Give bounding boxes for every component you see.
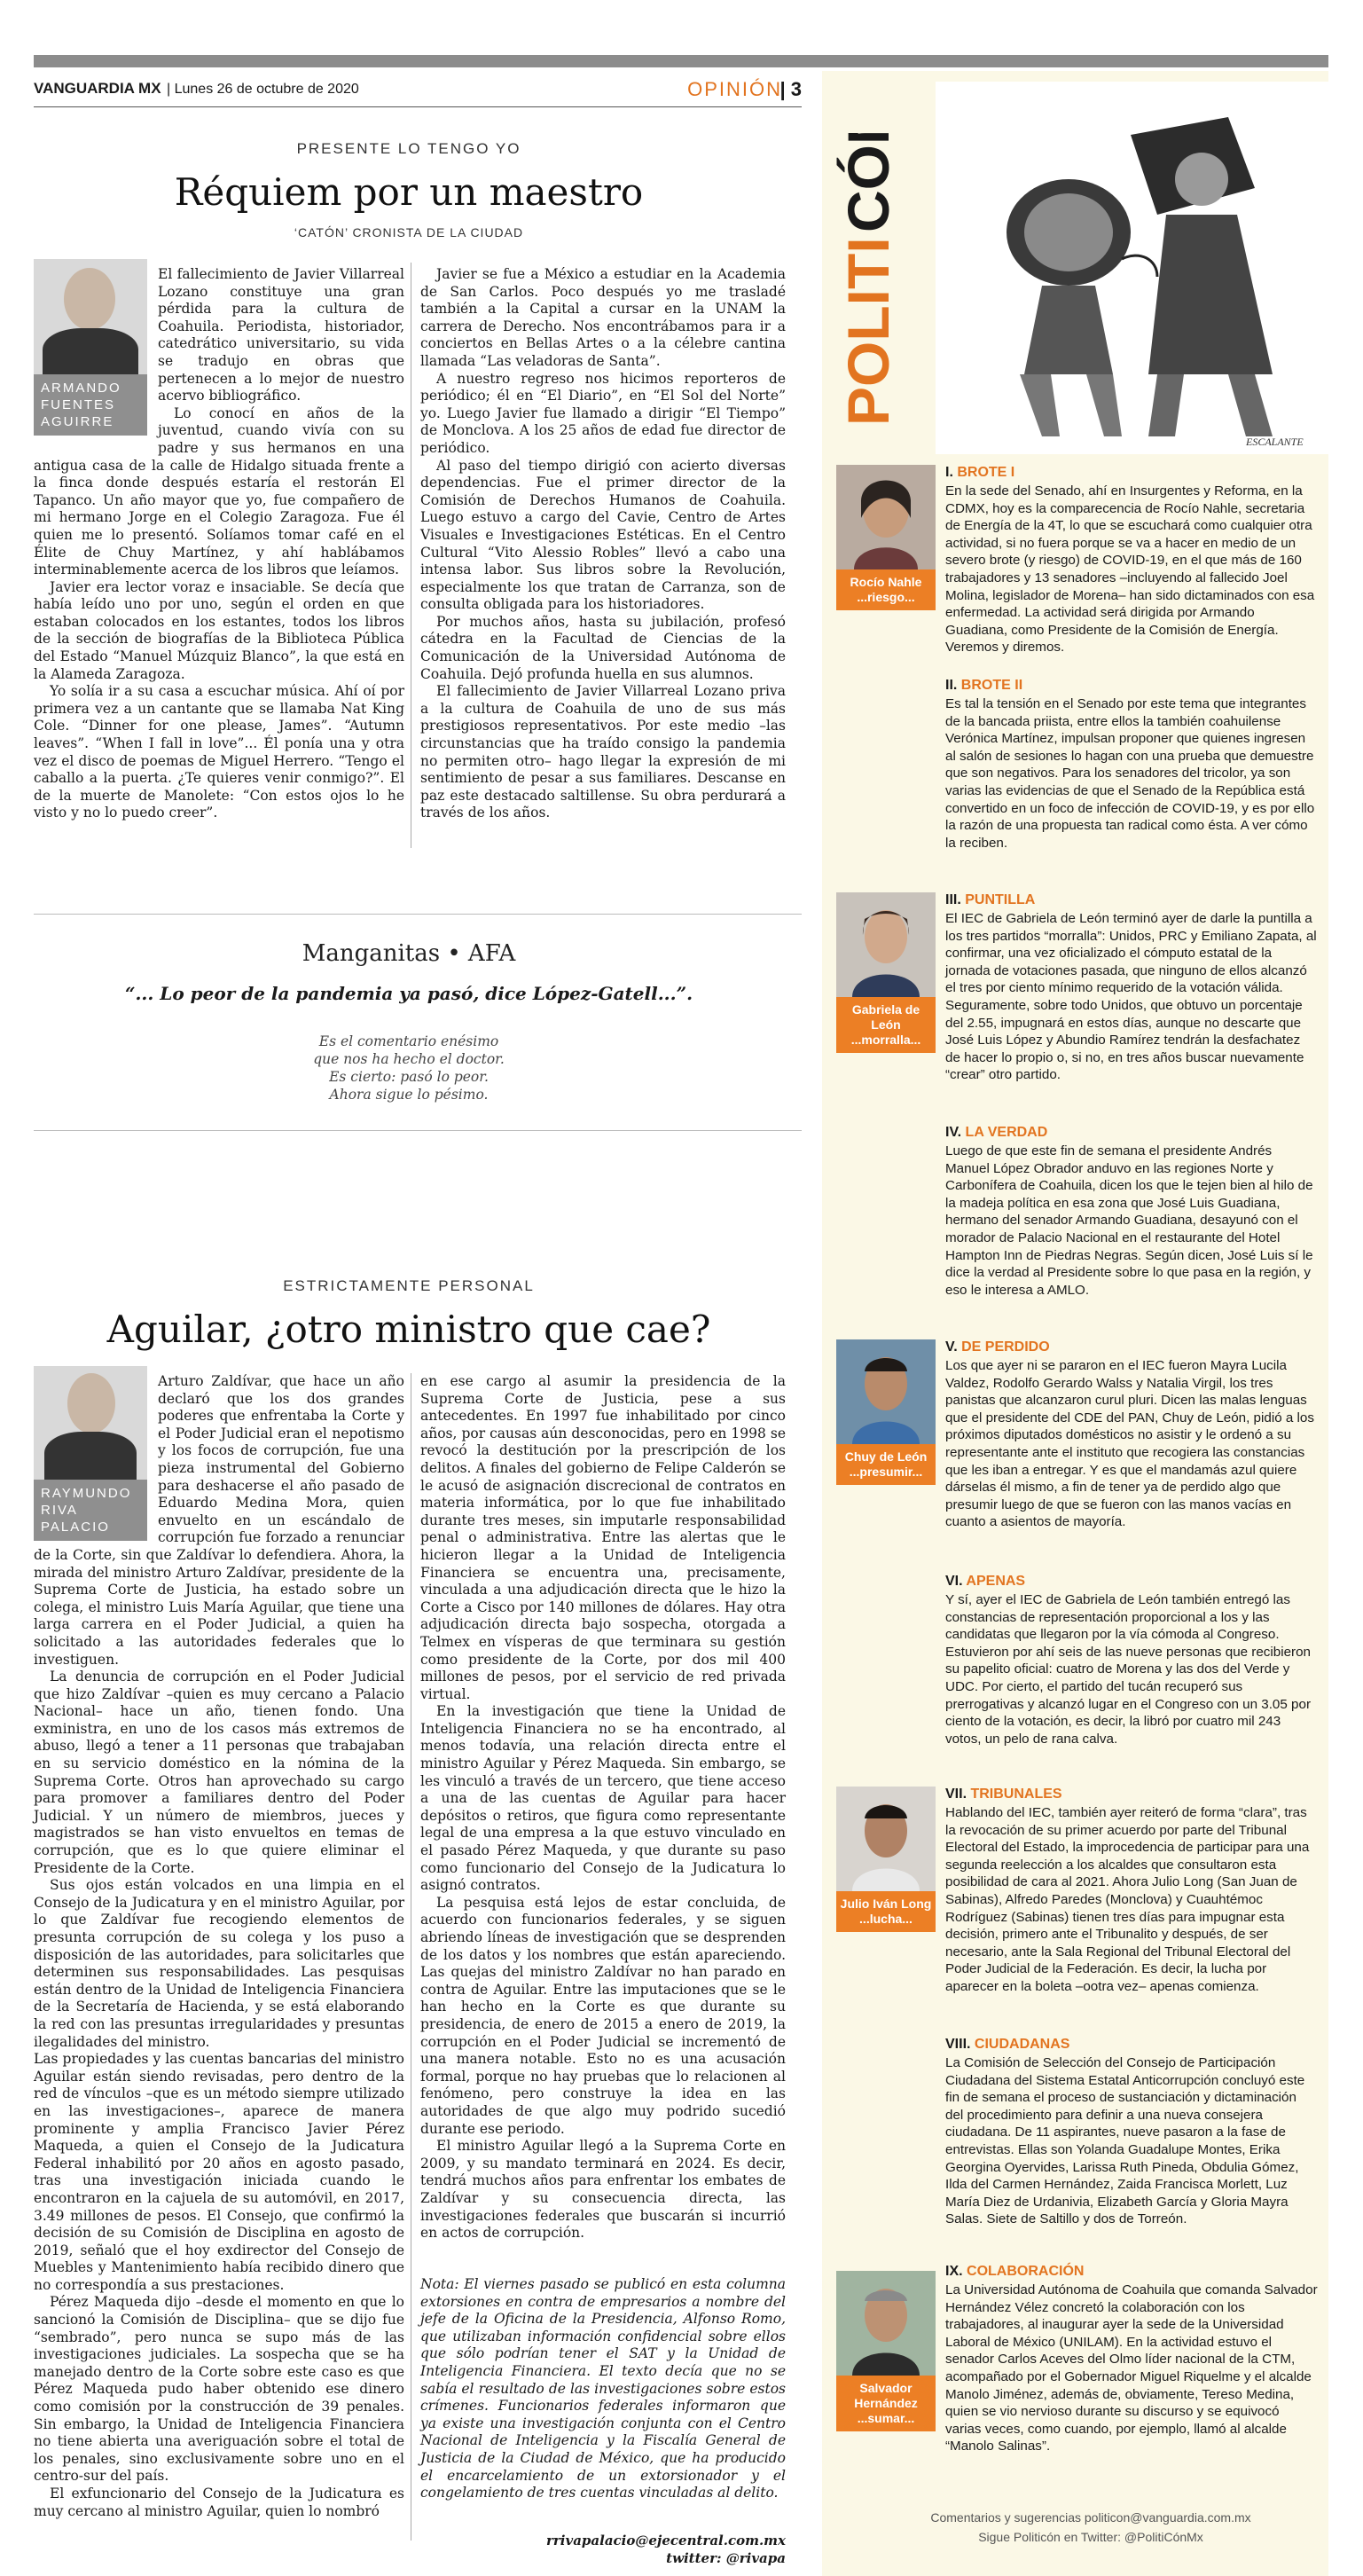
title-part1: POLITI [835,237,901,426]
paragraph: El ministro Aguilar llegó a la Suprema Corte en 2009, y su mandato terminará en 2024. Es decir, tendrá muchos años para enfrentar los embates de Zaldívar y su consecuencia directa, las investigaciones federales que buscarán si incurrió en actos de corrupción. [420,2138,786,2242]
paragraph: Pérez Maqueda dijo –desde el momento en que lo sancionó la Comisión de Disciplina– que se dijo fue “sembrado”, pero nunca se supo más de las investigaciones judiciales. La sospecha que se ha manejado dentro de la Corte sobre este caso es que Pérez Maqueda pudo haber obtenido ese dinero como comisión por la construcción de 39 penales. Sin embargo, la Unidad de Inteligencia Financiera no tiene abierta una averiguación sobre el total de los penales, sino exclusivamente sobre uno en el centro-sur del país. [34,2294,404,2485]
author-twitter[interactable]: twitter: @rivapa [666,2550,786,2566]
item-heading: V. DE PERDIDO [945,1339,1050,1355]
item-text: La Universidad Autónoma de Coahuila que comanda Salvador Hernández Vélez concretó la colaboración con los trabajadores, al inaugurar ayer la sede de la Universidad Laboral de México (UNILAM). En la actividad estuvo el senador Carlos Aceves del Olmo líder nacional de la CTM, acompañado por el Gobernador Miguel Riquelme y el alcalde Manolo Jiménez, además de, obviamente, Tereso Medina, quien se vio nervioso durante su discurso y se equivocó varias veces, como cuando, por ejemplo, llamó al alcalde “Manolo Salinas”. [945,2282,1318,2454]
editor-note: Nota: El viernes pasado se publicó en esta columna extorsiones en contra de empresarios a nombre del jefe de la Oficina de la Presidencia, Alfonso Romo, que utilizaban información confidencial sobre ellos que sólo podrían tener el SAT y la Unidad de Inteligencia Financiera. El texto decía que no se sabía el resultado de las investigaciones sobre estos crímenes. Funcionarios federales informaron que ya existe una investigación conjunta con el Centro Nacional de Inteligencia y la Fiscalía General de Justicia de la Ciudad de México, que ha producido el encarcelamiento de un extorsionador y el congelamiento de tres cuentas vinculadas al delito. [420,2276,786,2501]
article2-col2 [420,1373,786,2242]
paragraph: Arturo Zaldívar, que hace un año declaró que los dos grandes poderes que enfrentaba la Corte y el Poder Judicial eran el nepotismo y los focos de corrupción, fue una pieza instrumental del Gobierno para deshacerse el año pasado de Eduardo Medina Mora, quien envuelto en un escándalo de corrupción fue forzado a renunciar de la Corte, sin que Zaldívar lo defendiera. Ahora, la mirada del ministro Arturo Zaldívar, presidente de la Suprema Corte de Justicia, ha estado sobre un colega, el ministro Luis María Aguilar, que tiene una larga carrera en el Poder Judicial, a quien ha solicitado a las autoridades federales que lo investiguen. [34,1373,404,1668]
poem-line: Ahora sigue lo pésimo. [329,1087,489,1103]
article1-kicker: PRESENTE LO TENGO YO [296,140,521,157]
author-caption: RAYMUNDO RIVA PALACIO [34,1480,147,1541]
paragraph: Lo conocí en años de la juventud, cuando vivía con su padre y sus hermanos en una antigua casa de la calle de Hidalgo situada frente a la finca donde después estaría el restorán El Tapanco. Un año mayor que yo, fue compañero de mi hermano Jorge en el Colegio Zaragoza. Fue él quien me lo presentó. Solíamos tomar café en el Élite de Chuy Martínez, y ahí hablábamos interminablemente acerca de los libros que leíamos. [34,404,404,578]
politicon-twitter[interactable]: Sigue Politicón en Twitter: @PolitiCónMx [978,2530,1203,2544]
paragraph: La pesquisa está lejos de estar concluida, de acuerdo con funcionarios federales, y se siguen abriendo líneas de investigación que se desprenden de los datos y los nombres que están apareciendo. Las quejas del ministro Zaldívar no han parado en contra de Aguilar. Entre las imputaciones que se le han hecho en la Corte es que durante su presidencia, de enero de 2015 a enero de 2019, la corrupción en el Poder Judicial se incrementó de una manera notable. Esto no es una acusación formal, porque no hay pruebas que lo relacionen al fenómeno, pero construye la idea en las autoridades de que algo muy podrido sucedió durante ese periodo. [420,1894,786,2137]
paragraph: En la investigación que tiene la Unidad de Inteligencia Financiera no se ha encontrado, al menos todavía, una relación directa entre el ministro Aguilar y Pérez Maqueda. Sin embargo, se les vinculó a través de un tercero, que tiene acceso a una de las cuentas de Aguilar para hacer depósitos o retiros, que figura como representante legal de una empresa a la que estuvo vinculado en el pasado Pérez Maqueda, y que durante su paso como funcionario del Consejo de la Judicatura lo asignó contratos. [420,1703,786,1894]
item-text: Hablando del IEC, también ayer reiteró de forma “clara”, tras la revocación de su primer acuerdo por parte del Tribunal Electoral del Estado, la improcedencia de participar para una segunda reelección a los alcaldes que consultaron esta posibilidad de cara al 2021. Ahora Julio Long (San Juan de Sabinas), Alfredo Paredes (Monclova) y Cuauhtémoc Rodríguez (Sabinas) tienen tres días para impugnar esta decisión, primero ante el Tribunalito y después, de ser necesario, ante la Sala Regional del Tribunal Electoral del Poder Judicial de la Federación. Es decir, la lucha por aparecer en la boleta –ootra vez– apenas comienza. [945,1805,1310,1994]
article2-col1 [34,1373,404,2520]
article2-title: Aguilar, ¿otro ministro que cae? [106,1308,711,1351]
article1-col1 [34,266,404,822]
item-photo [836,2271,936,2376]
author-caption: ARMANDO FUENTES AGUIRRE [34,374,147,436]
issue-date: | Lunes 26 de octubre de 2020 [167,82,359,97]
item-text: La Comisión de Selección del Consejo de Participación Ciudadana del Sistema Estatal Anticorrupción concluyó este fin de semana el proceso de sustanciación y dictaminación del procedimiento para definir a una nueva consejera ciudadana. De 11 aspirantes, nueve pasaron a la fase de entrevistas. Ellas son Yolanda Guadalupe Montes, Erika Georgina Oyervides, Larissa Ruth Pineda, Obdulia Gómez, Ilda del Carmen Hernández, Zaida Francisca Morlett, Luz María Diez de Urdanivia, Elizabeth García y Gloria Mayra Salas. Siete de Saltillo y dos de Torreón. [945,2055,1305,2227]
item-caption: Salvador Hernández ...sumar... [836,2376,936,2431]
item-photo [836,892,936,997]
item-heading: VI. APENAS [945,1574,1026,1589]
paragraph: La denuncia de corrupción en el Poder Judicial que hizo Zaldívar –quien es muy cercano a Palacio Nacional– hace un año, tienen fondo. Una exministra, en uno de los casos más extremos de abuso, llegó a tener a 11 personas que trabajaban en su servicio doméstico en la nómina de la Suprema Corte. Otros han aprovechado su cargo para promover a familiares dentro del Poder Judicial. Y un número de miembros, jueces y magistrados se han visto envueltos en temas de corrupción, que es lo que quiere eliminar el Presidente de la Corte. [34,1669,404,1876]
paragraph: El fallecimiento de Javier Villarreal Lozano priva a la cultura de Coahuila de uno de sus más prestigiosos representativos. Por este medio –las circunstancias que ha traído consigo la pandemia no permiten otro– hago llegar la expresión de mi sentimiento de pesar a sus familiares. Descanse en paz este destacado saltillense. Su obra perdurará a través de los años. [420,683,786,821]
item-caption: Rocío Nahle ...riesgo... [836,569,936,610]
manganitas-quote: “... Lo peor de la pandemia ya pasó, dice López-Gatell...”. [124,983,693,1004]
paragraph: Javier se fue a México a estudiar en la Academia de San Carlos. Poco después yo me trasladé también a la Capital a cursar en la UNAM la carrera de Derecho. Nos encontrábamos para ir a conciertos en Bellas Artes o a la célebre cantina llamada “Las veladoras de Santa”. [420,266,786,369]
article1-col2 [420,266,786,822]
poem-line: Es cierto: pasó lo peor. [329,1069,489,1085]
item-caption: Chuy de León ...presumir... [836,1444,936,1485]
title-part2: CÓN [835,133,901,232]
item-text: Luego de que este fin de semana el presidente Andrés Manuel López Obrador anduvo en las regiones Norte y Carbonífera de Coahuila, dicen los que le tejen bien al hilo de la madeja política en esa zona que José Luis Guadiana, hermano del senador Armando Guadiana, desayunó con el morador de Palacio Nacional en el restaurante del Hotel Hampton Inn de Piedras Negras. Según dicen, José Luis sí le dice la verdad al Presidente sobre lo que pasa en la región, y eso le interesa a AMLO. [945,1143,1313,1298]
author-email[interactable]: rrivapalacio@ejecentral.com.mx [545,2533,786,2549]
section-divider [34,1130,802,1131]
paragraph: Javier era lector voraz e insaciable. Se decía que había leído uno por uno, según el orden en que estaban colocados en los estantes, todos los libros de la sección de biografías de la Biblioteca Pública del Estado “Manuel Múzquiz Blanco”, la que está en la Alameda Zaragoza. [34,578,404,682]
item-text: En la sede del Senado, ahí en Insurgentes y Reforma, en la CDMX, hoy es la comparecencia de Rocío Nahle, secretaria de Energía de la 4T, lo que se escuchará como cualquier otra actividad, si no fuera porque se va a hacer en medio de un severo brote (y riesgo) de COVID-19, en el que más de 160 trabajadores y 13 senadores –incluyendo al fallecido Joel Molina, legislador de Morena– han sido dictaminados con esa enfermedad. La actividad será dirigida por Armando Guadiana, como Presidente de la Comisión de Energía. Veremos y diremos. [945,483,1315,656]
cartoon-signature: ESCALANTE [1246,436,1304,448]
item-photo [836,1339,936,1444]
paragraph: Por muchos años, hasta su jubilación, profesó cátedra en la Facultad de Ciencias de la Comunicación de la Universidad Autónoma de Coahuila. Dejó profunda huella en sus alumnos. [420,613,786,682]
paragraph: Yo solía ir a su casa a escuchar música. Ahí oí por primera vez a un cantante que se llamaba Nat King Cole. “Dinner for one please, James”. “Autumn leaves”. “When I fall in love”... Él ponía una y otra vez el disco de poemas de Miguel Herrero. “Tengo el caballo a la puerta. ¿Te quieres venir conmigo?”. El de la muerte de Manolete: “Con estos ojos lo he visto y no lo puedo creer”. [34,683,404,821]
paragraph: Al paso del tiempo dirigió con acierto diversas dependencias. Fue el primer director de la Comisión de Derechos Humanos de Coahuila. Luego estuvo a cargo del Cavie, Centro de Artes Visuales e Investigaciones Estéticas. En el Centro Cultural “Vito Alessio Robles” llevó a cabo una intensa labor. Sus libros sobre la Revolución, especialmente los que tratan de Carranza, son de consulta obligada para los historiadores. [420,457,786,613]
manganitas-poem [34,1033,784,1103]
section-name: OPINIÓN [687,78,782,100]
item-text: Y sí, ayer el IEC de Gabriela de León también entregó las constancias de representación proporcional a los y las candidatas que llegaron por la vía cómoda al Congreso. Estuvieron por ahí seis de las nueve personas que recibieron su papelito oficial: cuatro de Morena y las dos del Verde y UDC. Por cierto, el partido del tucán recuperó sus prerrogativas y alcanzó lugar en el Congreso con un 3.05 por ciento de la votación, es decir, la libró por cuatro mil 243 votos, un pelo de rana calva. [945,1592,1311,1747]
article2-kicker: ESTRICTAMENTE PERSONAL [283,1277,535,1294]
item-caption: Julio Iván Long ...lucha... [836,1891,936,1932]
top-bar [34,55,1328,67]
manganitas-title: Manganitas • AFA [302,940,516,967]
brand-name: VANGUARDIA MX [34,80,161,97]
item-heading: VII. TRIBUNALES [945,1787,1062,1802]
item-photo [836,465,936,569]
item-heading: I. BROTE I [945,465,1015,480]
politicon-contact[interactable]: Comentarios y sugerencias politicon@vanguardia.com.mx [930,2510,1251,2525]
paragraph: A nuestro regreso nos hicimos reporteros de periódico; él en “El Diario”, en “El Sol del Norte” yo. Luego Javier fue llamado a dirigir “El Tiempo” de Monclova. A los 25 años de edad fue director de periódico. [420,370,786,456]
item-heading: II. BROTE II [945,678,1023,693]
paragraph: El exfuncionario del Consejo de la Judicatura es muy cercano al ministro Aguilar, quien lo nombró [34,2486,404,2519]
article1-byline: ‘CATÓN’ CRONISTA DE LA CIUDAD [294,225,524,240]
poem-line: Es el comentario enésimo [318,1033,499,1049]
paragraph: en ese cargo al asumir la presidencia de la Suprema Corte de Justicia, pese a sus antecedentes. En 1997 fue inhabilitado por cinco años, por causas aún desconocidas, pero en 1998 se revocó la destitución por la prescripción de los delitos. A finales del gobierno de Felipe Calderón se le acusó de asignación discrecional de contratos en materia informática, por lo que fue inhabilitado durante tres meses, sin imputarle responsabilidad penal o administrativa. Entre las alertas que le hicieron llegar a la Unidad de Inteligencia Financiera se encuentra una, precisamente, vinculada a una adjudicación directa que le hizo la Corte a Cisco por 140 millones de dólares. Hay otra adjudicación directa bajo sospecha, otorgada a Telmex en vísperas de que terminara su gestión como presidente de la Corte, por dos mil 400 millones de pesos, por el servicio de red privada virtual. [420,1373,786,1702]
item-text: Es tal la tensión en el Senado por este tema que integrantes de la bancada priista, entre ellos la también coahuilense Verónica Martínez, impulsan proponer que quienes ingresen al salón de sesiones lo hagan con una prueba que demuestre que son negativos. Para los senadores del tricolor, ya son varias las evidencias de que el Senado de la República está convertido en un foco de infección de COVID-19, y es por ello la razón de una propuesta tan radical como ésta. A ver cómo la reciben. [945,696,1315,851]
page-number: | 3 [779,78,802,100]
masthead [34,78,802,105]
item-photo [836,1787,936,1891]
item-heading: VIII. CIUDADANAS [945,2037,1070,2052]
politicon-title [826,133,933,435]
poem-line: que nos ha hecho el doctor. [313,1051,505,1067]
section-divider [34,914,802,915]
paragraph: Sus ojos están volcados en una limpia en el Consejo de la Judicatura y en el ministro Aguilar, por lo que Zaldívar fue recogiendo elementos de presunta corrupción de su colega y los puso a disposición de las autoridades, para solicitarles que determinen sus responsabilidades. Las pesquisas están dentro de la Unidad de Inteligencia Financiera de la Secretaría de Hacienda, y se está elaborando la red con las presuntas irregularidades y presuntas ilegalidades del ministro. [34,1877,404,2050]
political-cartoon [936,82,1328,454]
article1-title: Réquiem por un maestro [174,170,644,214]
item-heading: IV. LA VERDAD [945,1125,1048,1140]
paragraph: Las propiedades y las cuentas bancarias del ministro Aguilar están siendo revisadas, pero dentro de la red de vínculos –que es un método siempre utilizado en las investigaciones–, aparece de manera prominente y amplia Francisco Javier Pérez Maqueda, a quien el Consejo de la Judicatura Federal inhabilitó por 20 años en agosto pasado, tras una investigación iniciada cuando le encontraron en la cajuela de su automóvil, en 2017, 3.49 millones de pesos. El Consejo, que confirmó la decisión de su Comisión de Disciplina en agosto de 2019, señaló que el hoy exdirector del Consejo de Muebles y Mantenimiento había recibido dinero que no correspondía a sus prestaciones. [34,2051,404,2293]
item-caption: Gabriela de León ...morralla... [836,997,936,1053]
item-text: Los que ayer ni se pararon en el IEC fueron Mayra Lucila Valdez, Rodolfo Gerardo Walss y Natalia Virgil, los tres panistas que alcanzaron curul pluri. Dicen las malas lenguas que el presidente del CDE del PAN, Chuy de León, pidió a los próximos diputados domésticos no asistir y le ordenó a su representante ante el instituto que recogiera las constancias que les iban a entregar. Y es que el mandamás azul quiere dárselas él mismo, a fin de tener ya de perdido algo que presumir luego de que se fueron con las manos vacías en cuanto a asientos de mayoría. [945,1358,1314,1530]
item-text: El IEC de Gabriela de León terminó ayer de darle la puntilla a los tres partidos “morralla”: Unidos, PRC y Emiliano Zapata, al confirmar, una vez oficializado el cómputo estatal de la jornada de votaciones pasada, que ninguno de ellos alcanzó el tres por ciento mínimo requerido de la votación válida. Seguramente, sobre todo Unidos, que obtuvo un porcentaje del 2.55, impugnará en estos días, aunque no descarte que José Luis López y Abundio Ramírez tendrán la desfachatez de hacer lo propio o, si no, en tres años buscar nuevamente “crear” otro partido. [945,911,1317,1083]
masthead-rule [34,106,802,107]
item-heading: III. PUNTILLA [945,892,1036,907]
item-heading: IX. COLABORACIÓN [945,2264,1085,2279]
paragraph: El fallecimiento de Javier Villarreal Lozano constituye una gran pérdida para la cultura de Coahuila. Periodista, historiador, catedrático universitario, su vida se tradujo en obras que pertenecen a lo mejor de nuestro acervo bibliográfico. [158,266,404,404]
